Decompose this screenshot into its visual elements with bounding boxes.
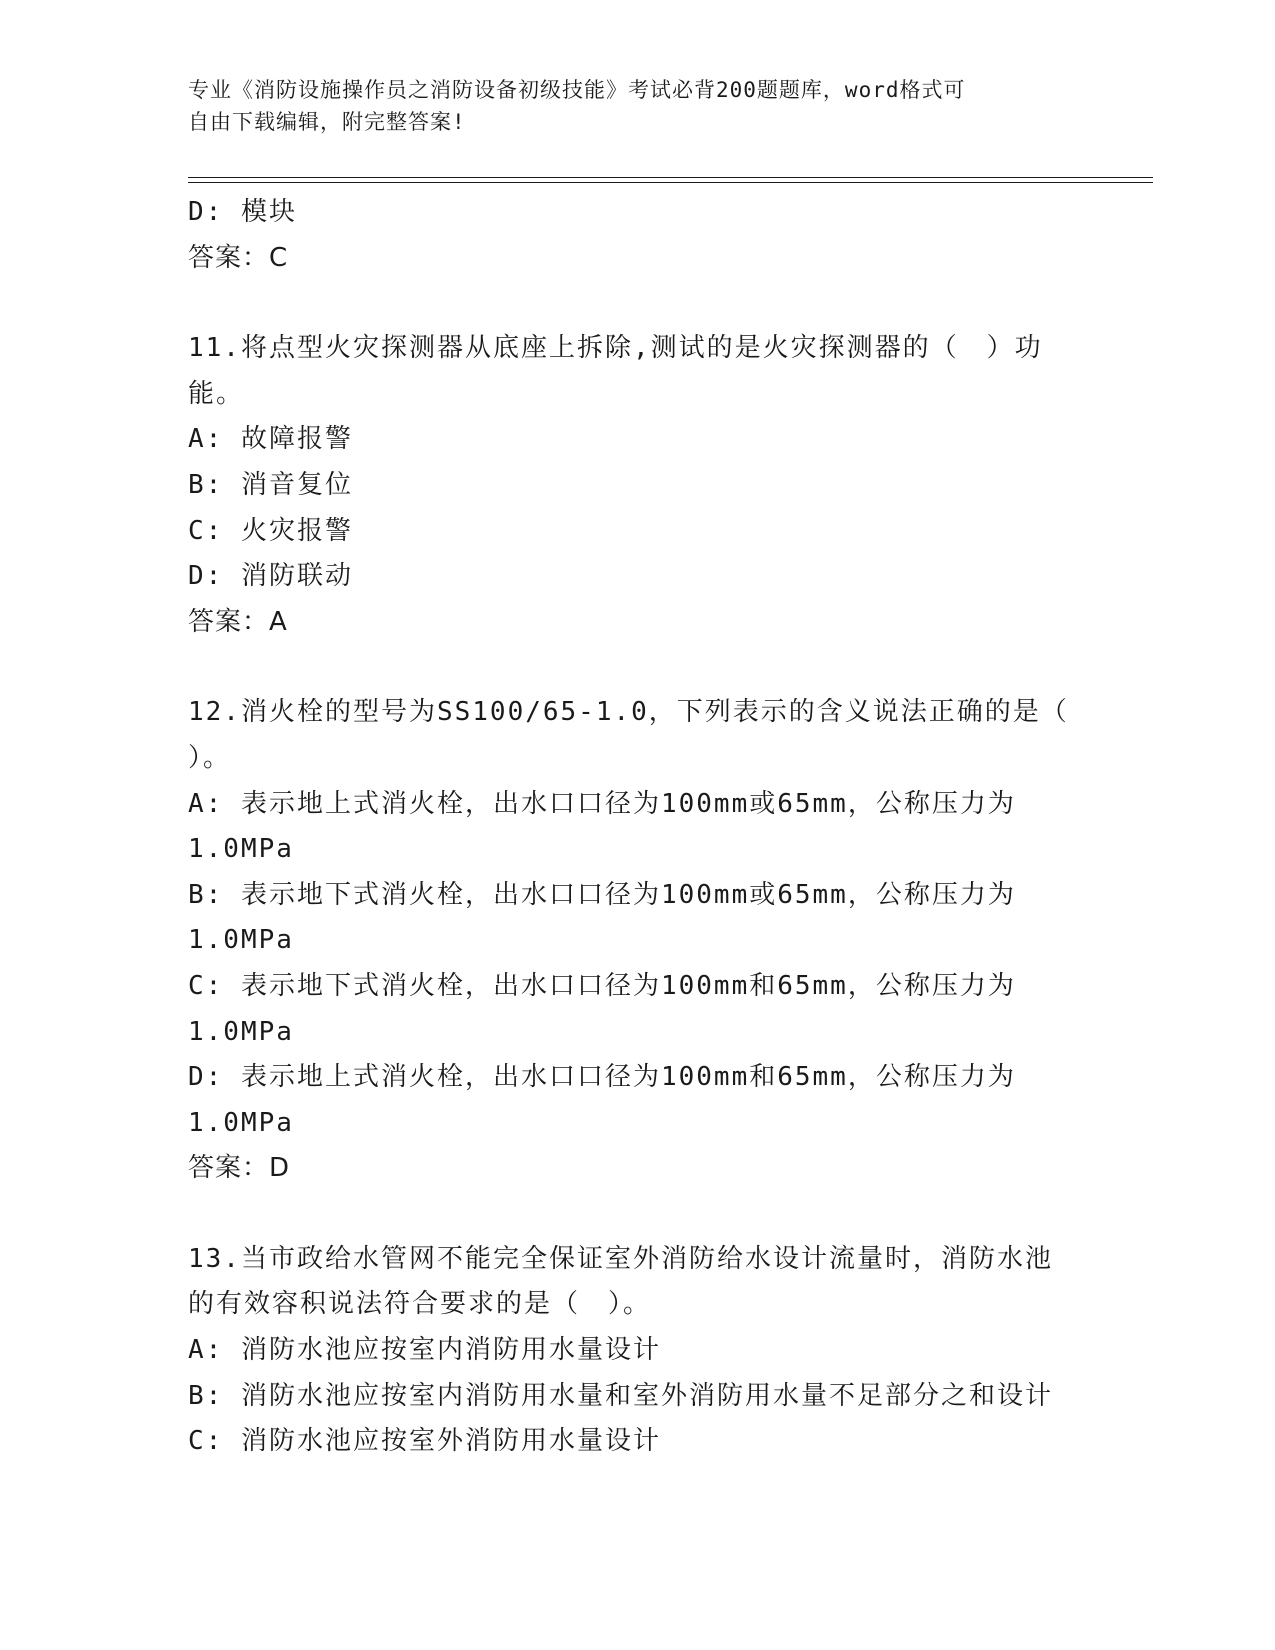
question-stem-continued: 的有效容积说法符合要求的是（ ）。 — [188, 1289, 652, 1320]
question-10-tail — [188, 190, 1088, 281]
answer-line: 答案：A — [188, 606, 288, 637]
question-stem: 11.将点型火灾探测器从底座上拆除,测试的是火灾探测器的（ ）功 — [188, 333, 1043, 364]
document-header — [188, 74, 1068, 138]
option-a: A: 故障报警 — [188, 424, 353, 455]
option-a-continued: 1.0MPa — [188, 834, 294, 865]
option-d: D: 消防联动 — [188, 561, 353, 592]
option-b: B: 表示地下式消火栓，出水口口径为100mm或65mm，公称压力为 — [188, 879, 1016, 910]
header-line-2: 自由下载编辑，附完整答案! — [188, 110, 466, 134]
option-d: D: 模块 — [188, 197, 297, 227]
option-c: C: 消防水池应按室外消防用水量设计 — [188, 1426, 661, 1457]
option-b: B: 消防水池应按室内消防用水量和室外消防用水量不足部分之和设计 — [188, 1380, 1053, 1411]
option-c-continued: 1.0MPa — [188, 1016, 294, 1047]
question-11 — [188, 326, 1088, 645]
option-a: A: 表示地上式消火栓，出水口口径为100mm或65mm，公称压力为 — [188, 788, 1016, 819]
option-c: C: 表示地下式消火栓，出水口口径为100mm和65mm，公称压力为 — [188, 970, 1016, 1001]
option-d-continued: 1.0MPa — [188, 1107, 294, 1138]
answer-line: 答案：C — [188, 242, 289, 273]
spacer — [188, 281, 1088, 326]
option-b-continued: 1.0MPa — [188, 925, 294, 956]
option-d: D: 表示地上式消火栓，出水口口径为100mm和65mm，公称压力为 — [188, 1062, 1016, 1093]
question-stem: 13.当市政给水管网不能完全保证室外消防给水设计流量时，消防水池 — [188, 1243, 1053, 1274]
spacer — [188, 645, 1088, 690]
header-line-1: 专业《消防设施操作员之消防设备初级技能》考试必背200题题库，word格式可 — [188, 78, 966, 102]
question-body — [188, 190, 1088, 1465]
question-stem-continued: 能。 — [188, 378, 245, 409]
option-c: C: 火灾报警 — [188, 515, 353, 546]
header-divider-bottom — [188, 182, 1153, 183]
question-stem: 12.消火栓的型号为SS100/65-1.0，下列表示的含义说法正确的是（ — [188, 697, 1069, 728]
spacer — [188, 1192, 1088, 1237]
answer-line: 答案：D — [188, 1153, 291, 1184]
header-divider-top — [188, 177, 1153, 178]
question-12 — [188, 690, 1088, 1192]
question-13 — [188, 1237, 1088, 1465]
question-stem-continued: ）。 — [188, 742, 232, 773]
option-a: A: 消防水池应按室内消防用水量设计 — [188, 1335, 661, 1366]
option-b: B: 消音复位 — [188, 469, 353, 500]
